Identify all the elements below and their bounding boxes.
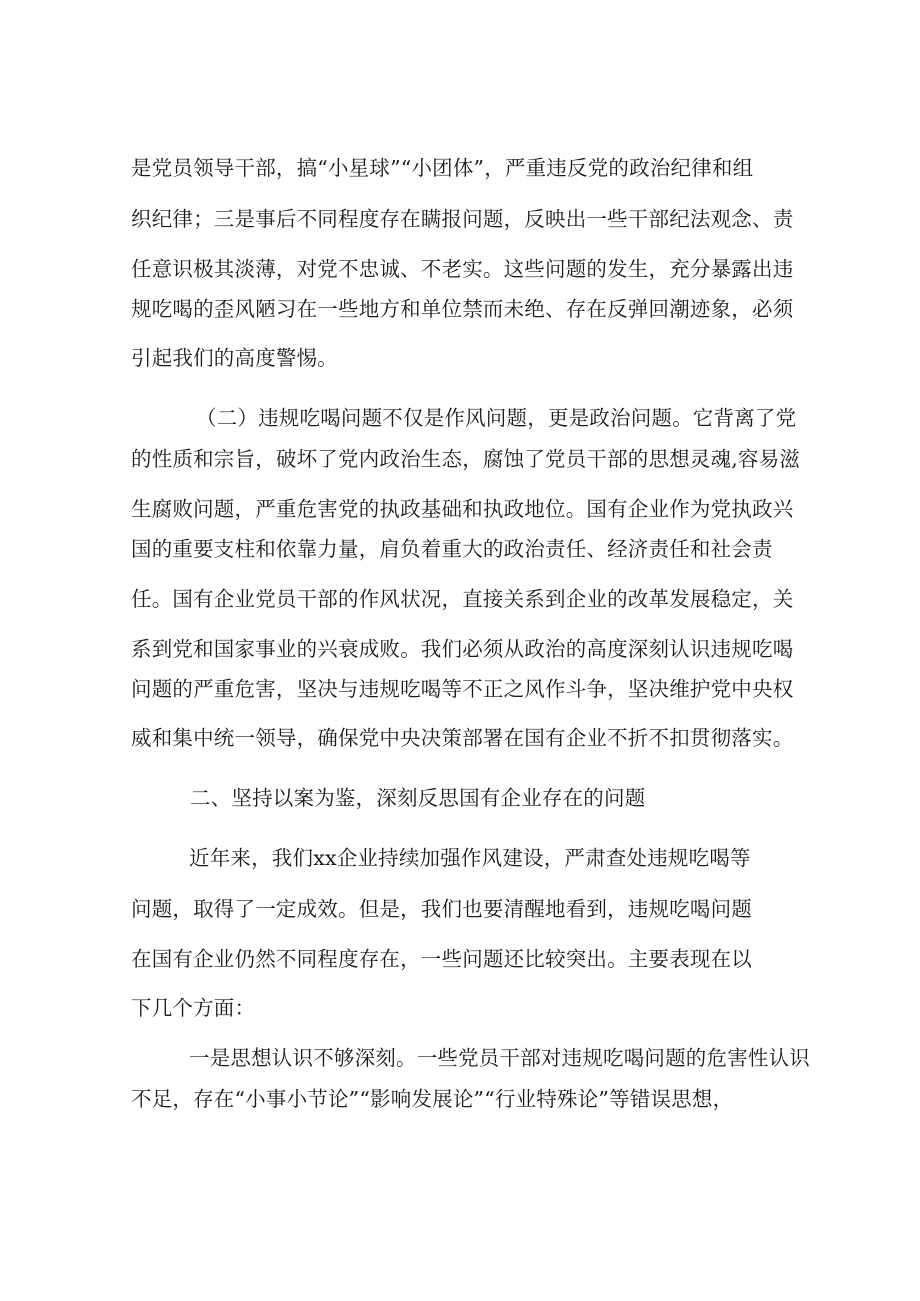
paragraph-2-line-2: 的性质和宗旨，破坏了党内政治生态，腐蚀了党员干部的思想灵魂,容易滋 <box>131 447 801 471</box>
paragraph-3-line-2: 问题，取得了一定成效。但是，我们也要清醒地看到，违规吃喝问题 <box>131 897 752 921</box>
paragraph-4-line-2: 不足，存在“小事小节论”“影响发展论”“行业特殊论”等错误思想， <box>131 1087 734 1111</box>
paragraph-3-line-1: 近年来，我们xx企业持续加强作风建设，严肃查处违规吃喝等 <box>189 846 751 870</box>
paragraph-2-line-6: 系到党和国家事业的兴衰成败。我们必须从政治的高度深刻认识违规吃喝 <box>131 637 794 661</box>
paragraph-2-line-5: 任。国有企业党员干部的作风状况，直接关系到企业的改革发展稳定，关 <box>131 587 794 611</box>
paragraph-3-line-3: 在国有企业仍然不同程度存在，一些问题还比较突出。主要表现在以 <box>131 947 752 971</box>
paragraph-1-line-1: 是党员领导干部，搞“小星球”“小团体”，严重违反党的政治纪律和组 <box>131 156 754 180</box>
paragraph-2-line-4: 国的重要支柱和依靠力量，肩负着重大的政治责任、经济责任和社会责 <box>131 537 773 561</box>
paragraph-3-line-4: 下几个方面： <box>131 996 256 1020</box>
paragraph-1-line-3: 任意识极其淡薄，对党不忠诚、不老实。这些问题的发生，充分暴露出违 <box>131 257 794 281</box>
paragraph-2-line-8: 威和集中统一领导，确保党中央决策部署在国有企业不折不扣贯彻落实。 <box>131 726 794 750</box>
paragraph-1-line-5: 引起我们的高度警惕。 <box>131 346 338 370</box>
paragraph-2-line-1: （二）违规吃喝问题不仅是作风问题，更是政治问题。它背离了党 <box>196 406 797 430</box>
paragraph-2-line-3: 生腐败问题，严重危害党的执政基础和执政地位。国有企业作为党执政兴 <box>131 497 794 521</box>
section-heading: 二、坚持以案为鉴，深刻反思国有企业存在的问题 <box>190 786 646 810</box>
paragraph-2-line-7: 问题的严重危害，坚决与违规吃喝等不正之风作斗争，坚决维护党中央权 <box>131 677 794 701</box>
paragraph-4-line-1: 一是思想认识不够深刻。一些党员干部对违规吃喝问题的危害性认识 <box>189 1046 810 1070</box>
paragraph-1-line-2: 织纪律；三是事后不同程度存在瞒报问题，反映出一些干部纪法观念、责 <box>131 207 794 231</box>
paragraph-1-line-4: 规吃喝的歪风陋习在一些地方和单位禁而未绝、存在反弹回潮迹象，必须 <box>131 297 794 321</box>
